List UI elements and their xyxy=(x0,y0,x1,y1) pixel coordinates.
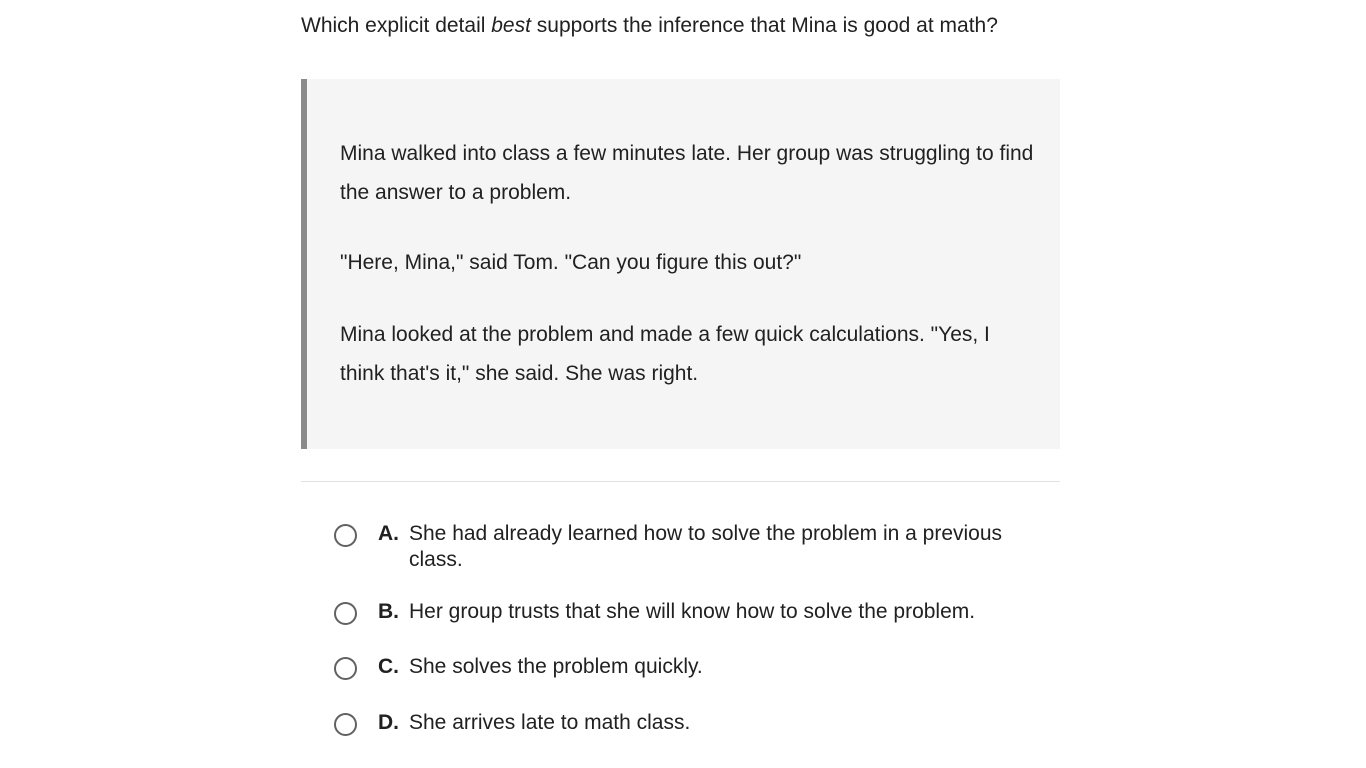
option-letter: D. xyxy=(378,711,399,734)
divider xyxy=(301,481,1060,482)
passage-paragraph-3: Mina looked at the problem and made a few quick calculations. "Yes, I think that's it," she said. She was right. xyxy=(340,323,990,385)
option-text: She solves the problem quickly. xyxy=(409,655,703,678)
question-prompt xyxy=(301,12,1061,40)
option-letter: A. xyxy=(378,522,399,545)
question-emphasis: best xyxy=(491,14,531,37)
reading-passage xyxy=(301,79,1060,449)
radio-button-icon[interactable] xyxy=(334,713,357,736)
question-text-after: supports the inference that Mina is good at math? xyxy=(530,14,998,37)
radio-button-icon[interactable] xyxy=(334,657,357,680)
passage-paragraph-1: Mina walked into class a few minutes late. Her group was struggling to find the answer to a problem. xyxy=(340,142,1034,204)
option-text: She had already learned how to solve the problem in a previous class. xyxy=(409,522,1003,571)
radio-button-icon[interactable] xyxy=(334,524,357,547)
radio-button-icon[interactable] xyxy=(334,602,357,625)
answer-option-b[interactable] xyxy=(334,599,1054,625)
option-letter: C. xyxy=(378,655,399,678)
question-text-before: Which explicit detail xyxy=(301,14,492,37)
answer-option-d[interactable] xyxy=(334,710,1054,736)
passage-paragraph-2: "Here, Mina," said Tom. "Can you figure this out?" xyxy=(340,251,802,274)
option-text: Her group trusts that she will know how to solve the problem. xyxy=(409,600,976,623)
option-letter: B. xyxy=(378,600,399,623)
answer-option-a[interactable] xyxy=(334,521,1054,573)
answer-option-c[interactable] xyxy=(334,654,1054,680)
option-text: She arrives late to math class. xyxy=(409,711,691,734)
